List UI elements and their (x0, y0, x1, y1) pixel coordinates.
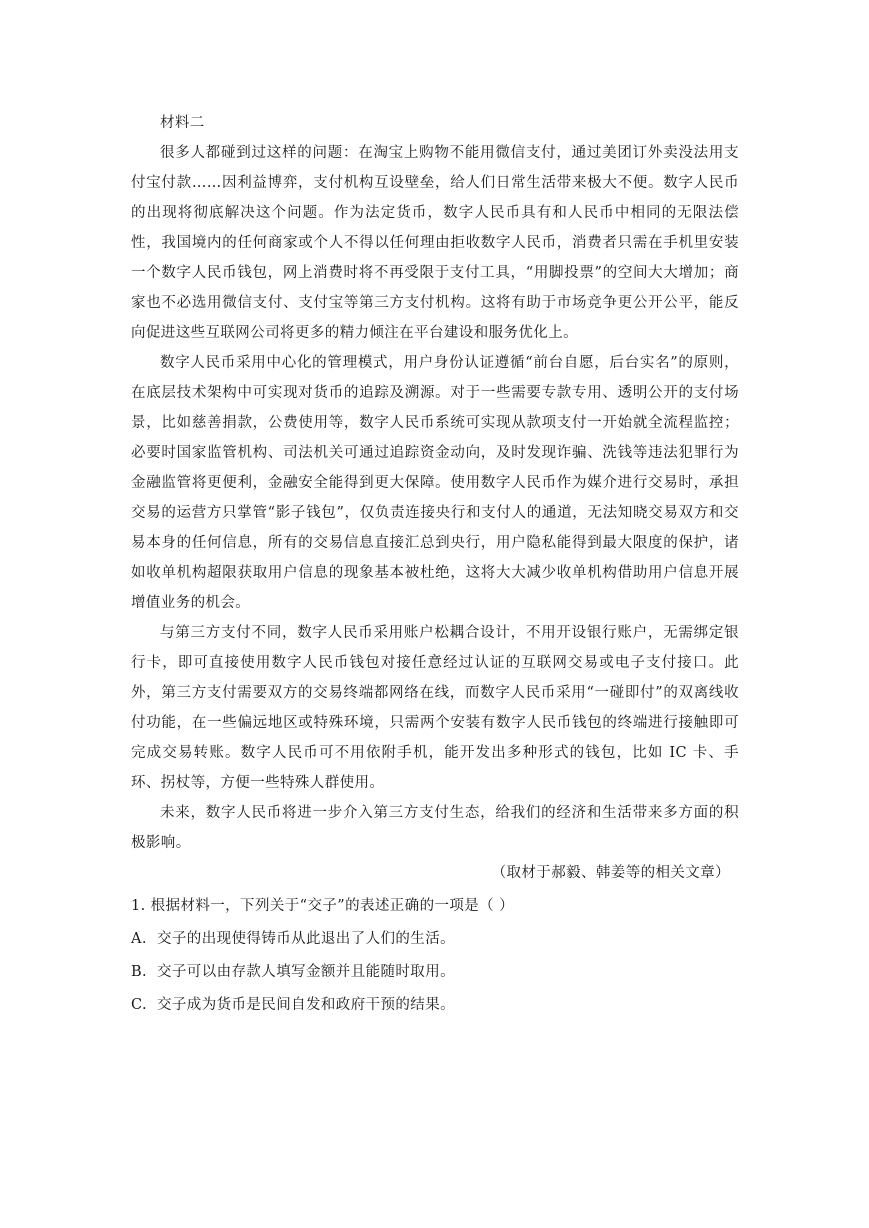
option-b-text: 交子可以由存款人填写金额并且能随时取用。 (157, 964, 455, 980)
material-paragraph-3: 与第三方支付不同，数字人民币采用账户松耦合设计，不用开设银行账户，无需绑定银行卡，即可直接使用数字人民币钱包对接任意经过认证的互联网交易或电子支付接口。此外，第三方支付需要双方的交易终端都网络在线，而数字人民币采用“一碰即付”的双离线收付功能，在一些偏远地区或特殊环境，只需两个安装有数字人民币钱包的终端进行接触即可完成交易转账。数字人民币可不用依附手机，能开发出多种形式的钱包，比如 IC 卡、手环、拐杖等，方便一些特殊人群使用。 (131, 625, 739, 791)
option-c-letter: C. (131, 997, 147, 1013)
option-b (131, 956, 739, 989)
document-content (131, 108, 739, 1022)
option-a-text: 交子的出现使得铸币从此退出了人们的生活。 (157, 931, 455, 947)
material-paragraph-1: 很多人都碰到过这样的问题：在淘宝上购物不能用微信支付，通过美团订外卖没法用支付宝付款……因利益博弈，支付机构互设壁垒，给人们日常生活带来极大不便。数字人民币的出现将彻底解决这个问题。作为法定货币，数字人民币具有和人民币中相同的无限法偿性，我国境内的任何商家或个人不得以任何理由拒收数字人民币，消费者只需在手机里安装一个数字人民币钱包，网上消费时将不再受限于支付工具，“用脚投票”的空间大大增加；商家也不必选用微信支付、支付宝等第三方支付机构。这将有助于市场竞争更公开公平，能反向促进这些互联网公司将更多的精力倾注在平台建设和服务优化上。 (131, 145, 739, 341)
material-heading: 材料二 (160, 115, 205, 131)
material-paragraph-2: 数字人民币采用中心化的管理模式，用户身份认证遵循“前台自愿，后台实名”的原则，在底层技术架构中可实现对货币的追踪及溯源。对于一些需要专款专用、透明公开的支付场景，比如慈善捐款，公费使用等，数字人民币系统可实现从款项支付一开始就全流程监控；必要时国家监管机构、司法机关可通过追踪资金动向，及时发现诈骗、洗钱等违法犯罪行为金融监管将更便利，金融安全能得到更大保障。使用数字人民币作为媒介进行交易时，承担交易的运营方只掌管“影子钱包”，仅负责连接央行和支付人的通道，无法知晓交易双方和交易本身的任何信息，所有的交易信息直接汇总到央行，用户隐私能得到最大限度的保护，诸如收单机构超限获取用户信息的现象基本被杜绝，这将大大减少收单机构借助用户信息开展增值业务的机会。 (131, 355, 739, 611)
option-a-letter: A. (131, 931, 147, 947)
option-b-letter: B. (131, 964, 148, 980)
option-a (131, 923, 739, 956)
option-c (131, 989, 739, 1022)
source-citation: （取材于郝毅、韩姜等的相关文章） (491, 865, 730, 881)
material-paragraph-4: 未来，数字人民币将进一步介入第三方支付生态，给我们的经济和生活带来多方面的积极影响。 (131, 805, 739, 851)
question-stem: 1. 根据材料一，下列关于“交子”的表述正确的一项是（ ） (131, 898, 514, 914)
option-c-text: 交子成为货币是民间自发和政府干预的结果。 (157, 997, 455, 1013)
